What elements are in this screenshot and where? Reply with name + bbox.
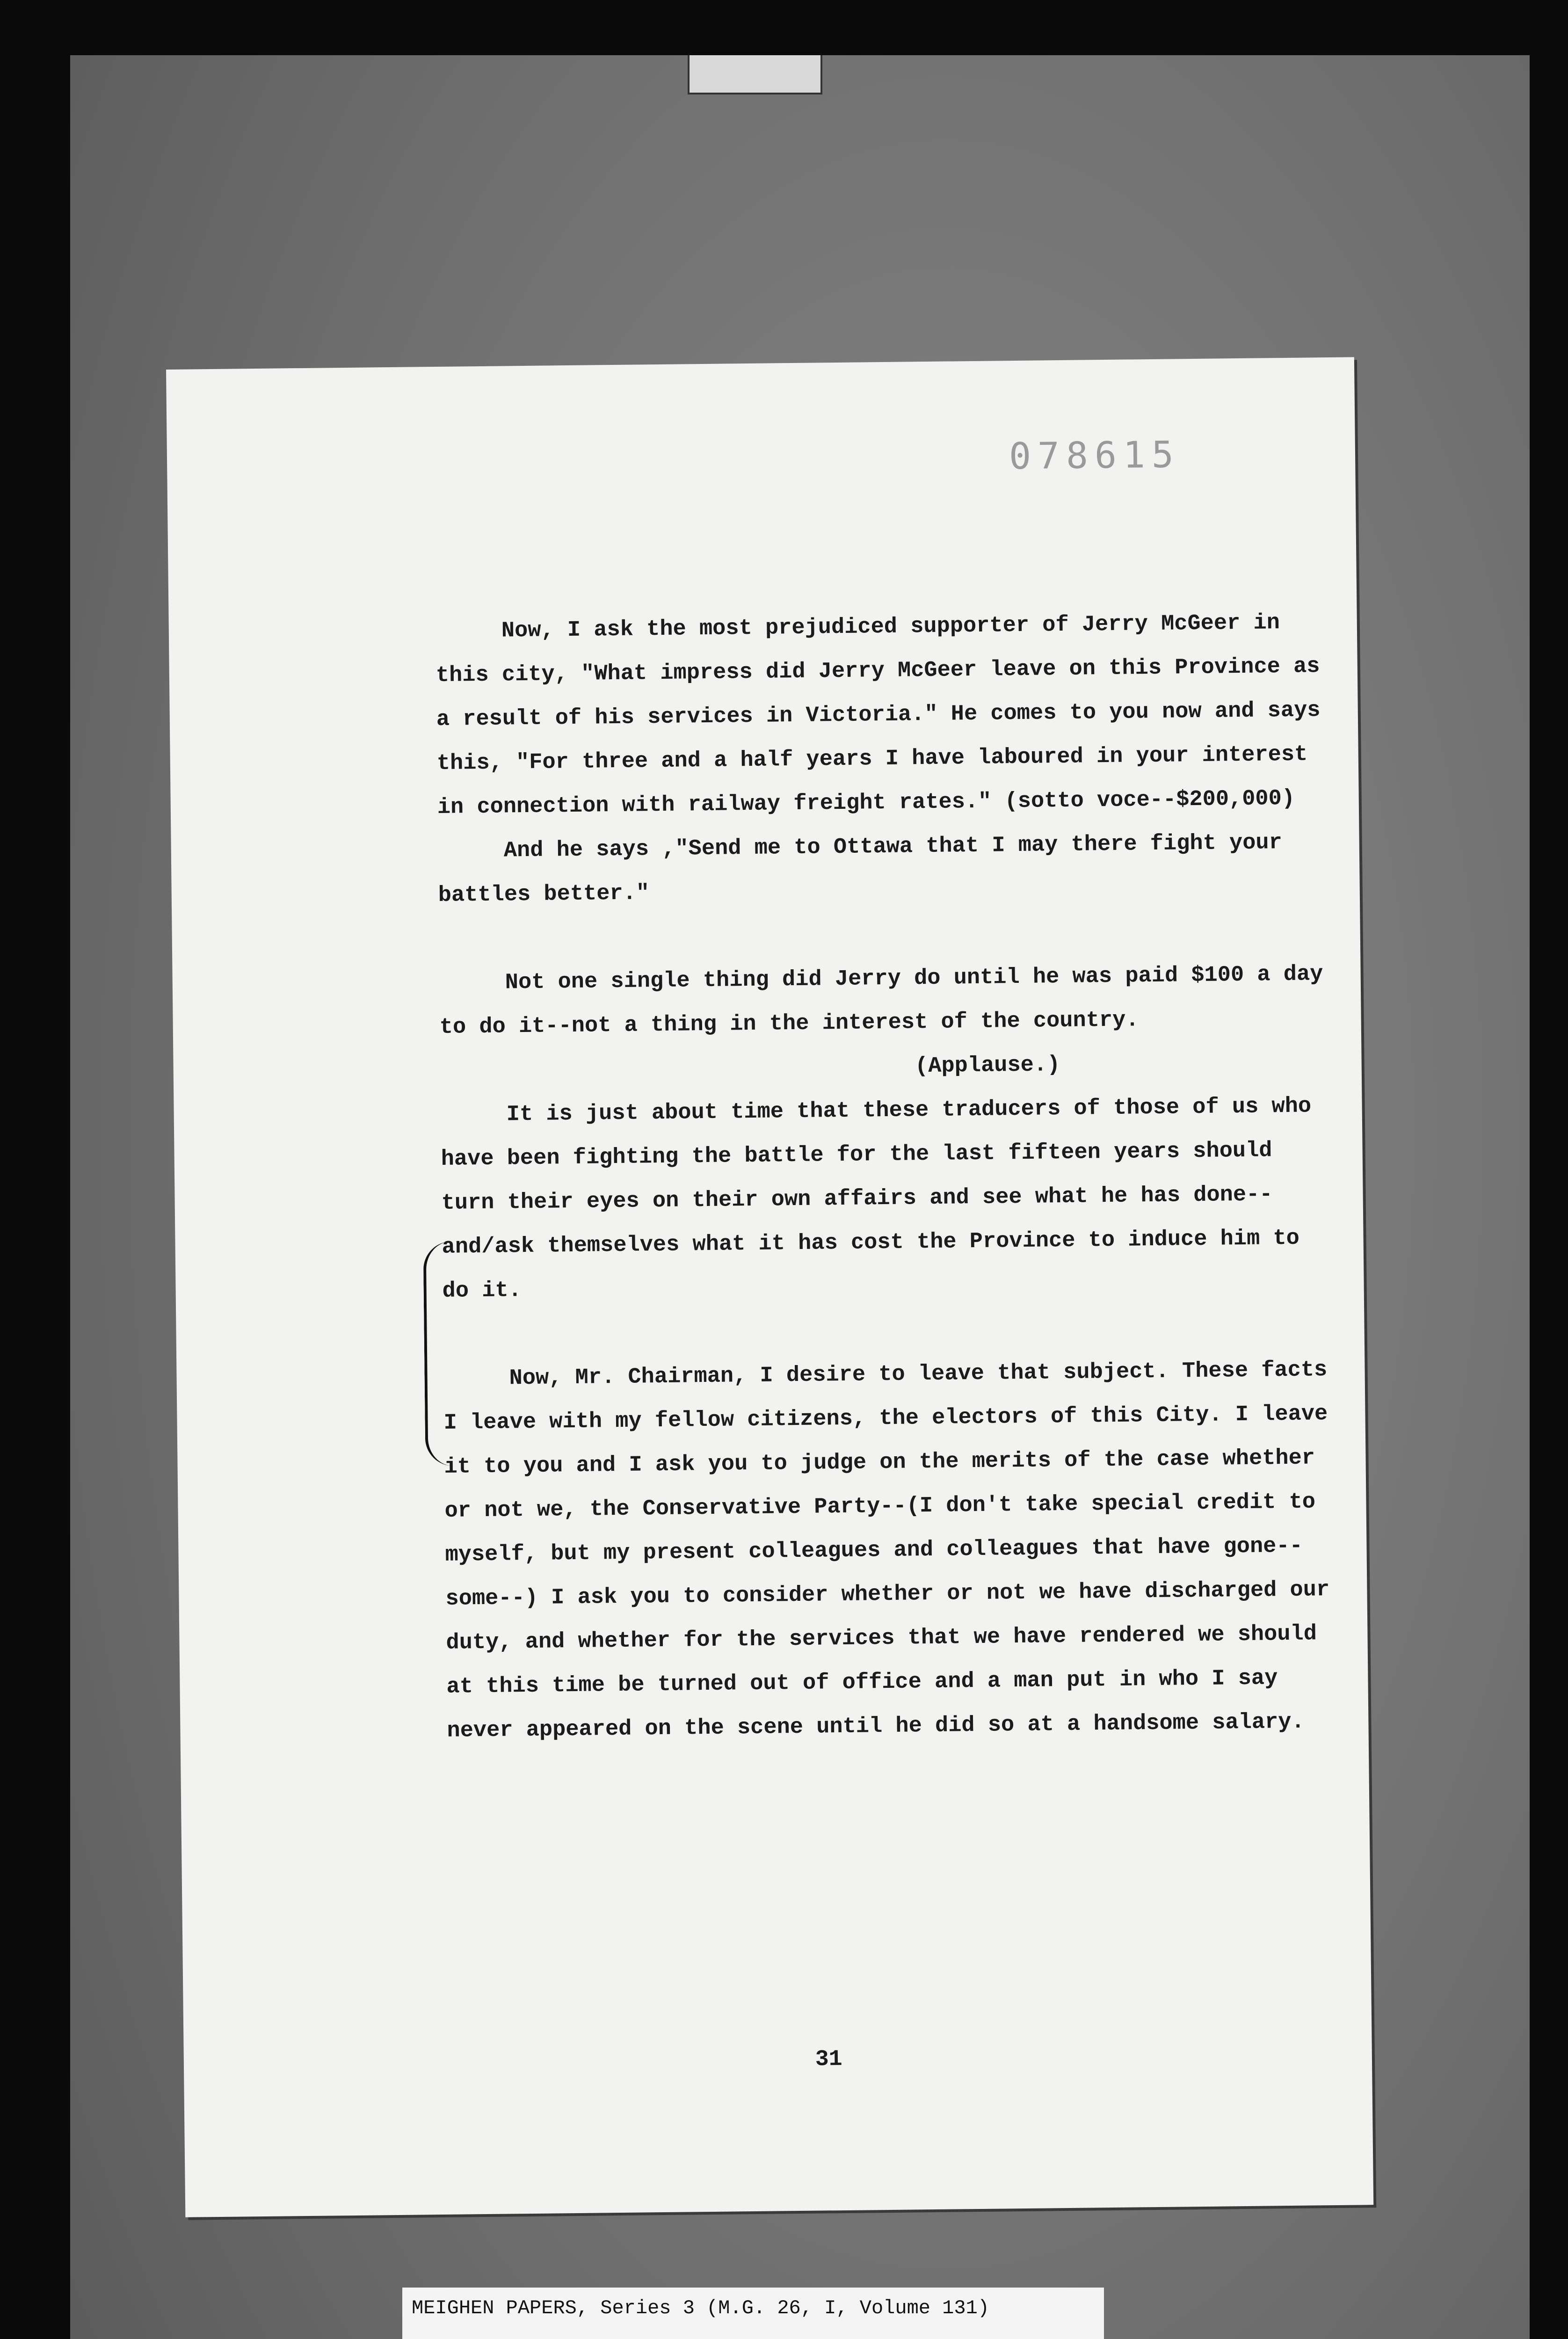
paragraph-4: It is just about time that these traducers of those of us who have been fighting the battle for the last fifteen years should turn their eyes on their own affairs and see what he has done--and/ask themselves what it has cost the Province to induce him to do it.	[440, 1094, 1325, 1304]
paragraph-5: Now, Mr. Chairman, I desire to leave that subject. These facts I leave with my fellow citizens, the electors of this City. I leave it to you and I ask you to judge on the merits of the case whether or not we, the Conservative Party--(I don't take special credit to myself, but my present colleagues and colleagues that have gone--some--) I ask you to consider whether or not we have discharged our duty, and whether for the services that we have rendered we should at this time be turned out of office and a man put in who I say never appeared on the scene until he did so at a handsome salary.	[443, 1357, 1343, 1743]
paragraph-3: Not one single thing did Jerry do until he was paid $100 a day to do it--not a thing in the interest of the country.	[439, 961, 1336, 1040]
stamp-number: 078615	[1009, 434, 1181, 478]
page-number: 31	[815, 2047, 842, 2072]
reference-label: MEIGHEN PAPERS, Series 3 (M.G. 26, I, Volume 131)	[402, 2288, 1104, 2339]
applause-note: (Applause.)	[440, 1053, 1060, 1084]
paragraph-1: Now, I ask the most prejudiced supporter of Jerry McGeer in this city, "What impress did Jerry McGeer leave on this Province as a result of his services in Victoria." He comes to you now and says this, "For three and a half years I have laboured in your interest in connection with railway freight rates." (sotto voce--$200,000)	[435, 610, 1334, 820]
paper-clip	[688, 55, 822, 94]
document-page	[166, 357, 1373, 2217]
document-body	[435, 601, 1343, 1753]
paragraph-2: And he says ,"Send me to Ottawa that I may there fight your battles better."	[437, 830, 1296, 908]
